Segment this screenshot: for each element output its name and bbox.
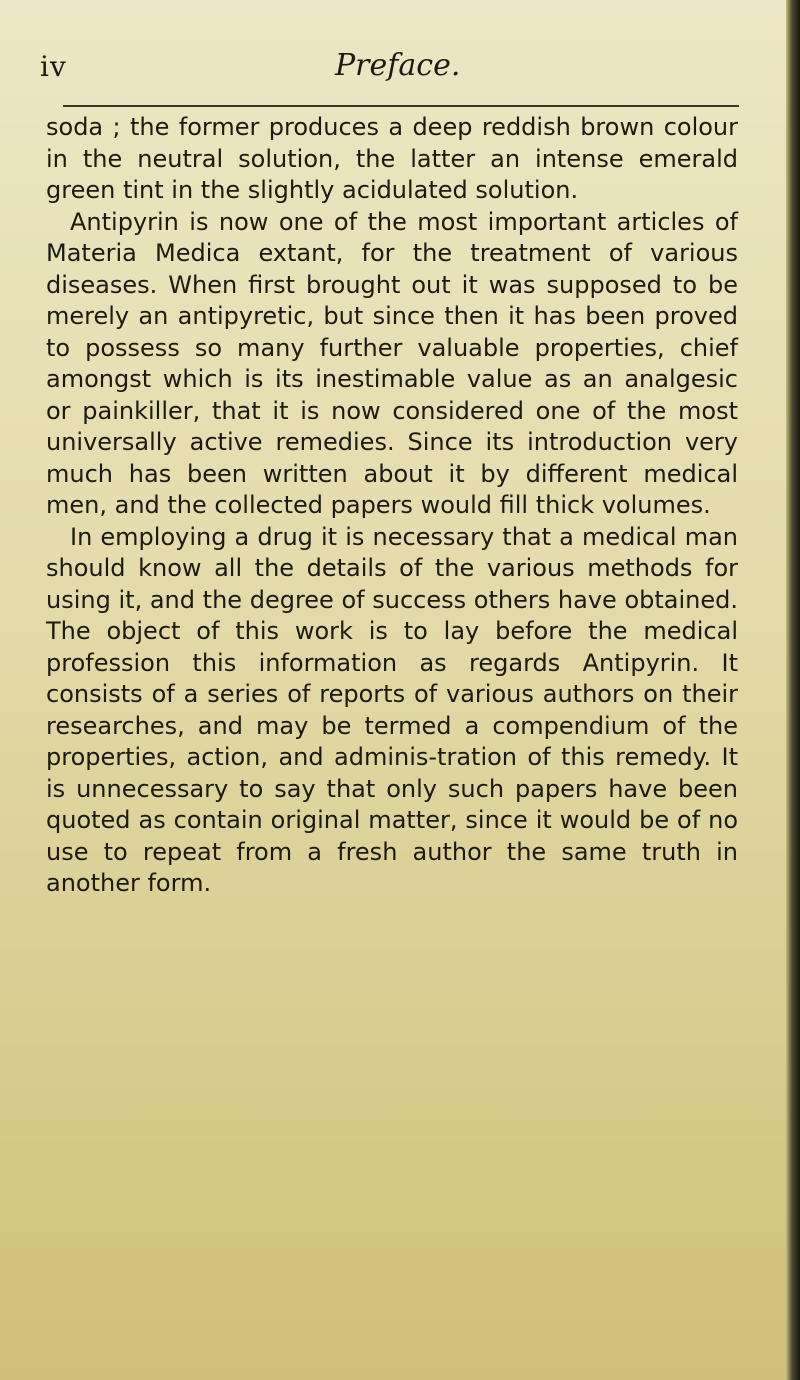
paragraph: Antipyrin is now one of the most important articles of Materia Medica extant, for the treatment of various diseases. When first brought out it was supposed to be merely an antipyretic, but since then it has been proved to possess so many further valuable properties, chief amongst which is its inestimable value as an analgesic or painkiller, that it is now considered one of the most universally active remedies. Since its introduction very much has been written about it by different medical men, and the collected papers would fill thick volumes. bbox=[46, 207, 738, 519]
body-text bbox=[46, 112, 738, 900]
page-number: iv bbox=[40, 50, 67, 83]
paragraph: In employing a drug it is necessary that a medical man should know all the details of the various methods for using it, and the degree of success others have obtained. The object of this work is to lay before the medical profession this information as regards Antipyrin. It consists of a series of reports of various authors on their researches, and may be termed a compendium of the properties, action, and adminis-tration of this remedy. It is unnecessary to say that only such papers have been quoted as contain original matter, since it would be of no use to repeat from a fresh author the same truth in another form. bbox=[46, 522, 738, 897]
running-title: Preface. bbox=[335, 48, 461, 83]
running-head bbox=[0, 44, 780, 90]
header-rule bbox=[63, 105, 739, 107]
page-spine-edge bbox=[786, 0, 800, 1380]
paragraph-continued: soda ; the former produces a deep reddish brown colour in the neutral solution, the latter an intense emerald green tint in the slightly acidulated solution. bbox=[46, 113, 738, 204]
